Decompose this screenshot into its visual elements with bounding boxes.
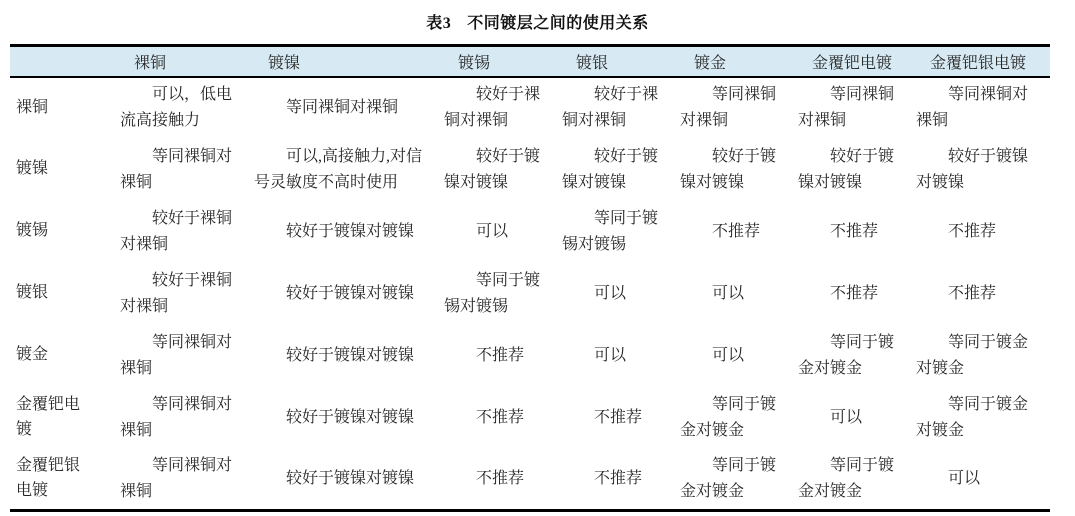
cell: 等同裸铜对裸铜 [916, 86, 1029, 129]
header-row [10, 46, 1050, 77]
cell: 等同于镀锡对镀锡 [562, 209, 659, 253]
table-row [10, 77, 1050, 139]
cell: 等同于镀锡对镀锡 [444, 271, 541, 315]
cell: 较好于裸铜对裸铜 [444, 86, 541, 129]
cell: 可以，低电流高接触力 [120, 86, 233, 129]
cell: 较好于镀镍对镀镍 [562, 147, 659, 191]
cell: 不推荐 [948, 284, 997, 302]
cell: 等同于镀金对镀金 [916, 333, 1029, 377]
cell: 较好于镀镍对镀镍 [286, 469, 415, 487]
cell: 可以 [830, 408, 863, 426]
table-row [10, 263, 1050, 325]
cell: 不推荐 [948, 222, 997, 240]
cell: 等同于镀金对镀金 [798, 457, 895, 500]
cell: 等同裸铜对裸铜 [120, 333, 233, 377]
cell: 可以 [712, 284, 745, 302]
cell: 等同于镀金对镀金 [798, 333, 895, 377]
row-header: 镀锡 [16, 222, 49, 240]
cell: 不推荐 [830, 222, 879, 240]
cell: 较好于镀镍对镀镍 [286, 408, 415, 426]
cell: 不推荐 [476, 469, 525, 487]
column-header-gold-pd-ag: 金覆钯银电镀 [930, 54, 1027, 72]
table-row [10, 449, 1050, 511]
row-header: 金覆钯电镀 [16, 395, 81, 438]
cell: 较好于镀镍对镀镍 [286, 346, 415, 364]
cell: 等同于镀金对镀金 [680, 395, 777, 439]
cell: 不推荐 [594, 408, 643, 426]
row-header: 镀银 [16, 284, 49, 302]
cell: 可以,高接触力,对信号灵敏度不高时使用 [254, 147, 423, 191]
cell: 较好于镀镍对镀镍 [916, 147, 1029, 191]
cell: 不推荐 [712, 222, 761, 240]
table-caption: 不同镀层之间的使用关系 [467, 15, 649, 32]
cell: 可以 [594, 346, 627, 364]
cell: 等同裸铜对裸铜 [680, 86, 777, 129]
cell: 较好于镀镍对镀镍 [286, 284, 415, 302]
cell: 较好于裸铜对裸铜 [120, 271, 233, 315]
cell: 等同裸铜对裸铜 [120, 395, 233, 439]
cell: 较好于裸铜对裸铜 [120, 209, 233, 253]
cell: 可以 [948, 469, 981, 487]
cell: 等同裸铜对裸铜 [798, 86, 895, 129]
cell: 较好于镀镍对镀镍 [680, 147, 777, 191]
cell: 较好于镀镍对镀镍 [798, 147, 895, 191]
column-header-empty [10, 46, 120, 77]
table-number: 表3 [426, 15, 452, 32]
cell: 不推荐 [594, 469, 643, 487]
row-header: 镀金 [16, 346, 49, 364]
table-row [10, 387, 1050, 449]
cell: 等同裸铜对裸铜 [120, 457, 233, 500]
table-row [10, 201, 1050, 263]
cell: 不推荐 [476, 408, 525, 426]
column-header-silver: 镀银 [576, 54, 609, 72]
plating-usage-table [10, 44, 1050, 512]
cell: 不推荐 [476, 346, 525, 364]
row-header: 金覆钯银电镀 [16, 456, 81, 499]
table-title [10, 4, 1065, 44]
column-header-nickel: 镀镍 [268, 54, 301, 72]
table-row [10, 139, 1050, 201]
row-header: 镀镍 [16, 160, 49, 178]
table-row [10, 325, 1050, 387]
column-header-bare-copper: 裸铜 [134, 54, 167, 72]
cell: 可以 [476, 222, 509, 240]
cell: 等同于镀金对镀金 [916, 395, 1029, 439]
cell: 较好于镀镍对镀镍 [286, 222, 415, 240]
column-header-tin: 镀锡 [458, 54, 491, 72]
cell: 较好于裸铜对裸铜 [562, 86, 659, 129]
cell: 等同裸铜对裸铜 [120, 147, 233, 191]
cell: 较好于镀镍对镀镍 [444, 147, 541, 191]
cell: 可以 [712, 346, 745, 364]
row-header: 裸铜 [16, 98, 49, 116]
cell: 可以 [594, 284, 627, 302]
cell: 等同裸铜对裸铜 [286, 99, 399, 117]
cell: 等同于镀金对镀金 [680, 457, 777, 500]
cell: 不推荐 [830, 284, 879, 302]
column-header-gold: 镀金 [694, 54, 727, 72]
column-header-gold-pd: 金覆钯电镀 [812, 54, 893, 72]
